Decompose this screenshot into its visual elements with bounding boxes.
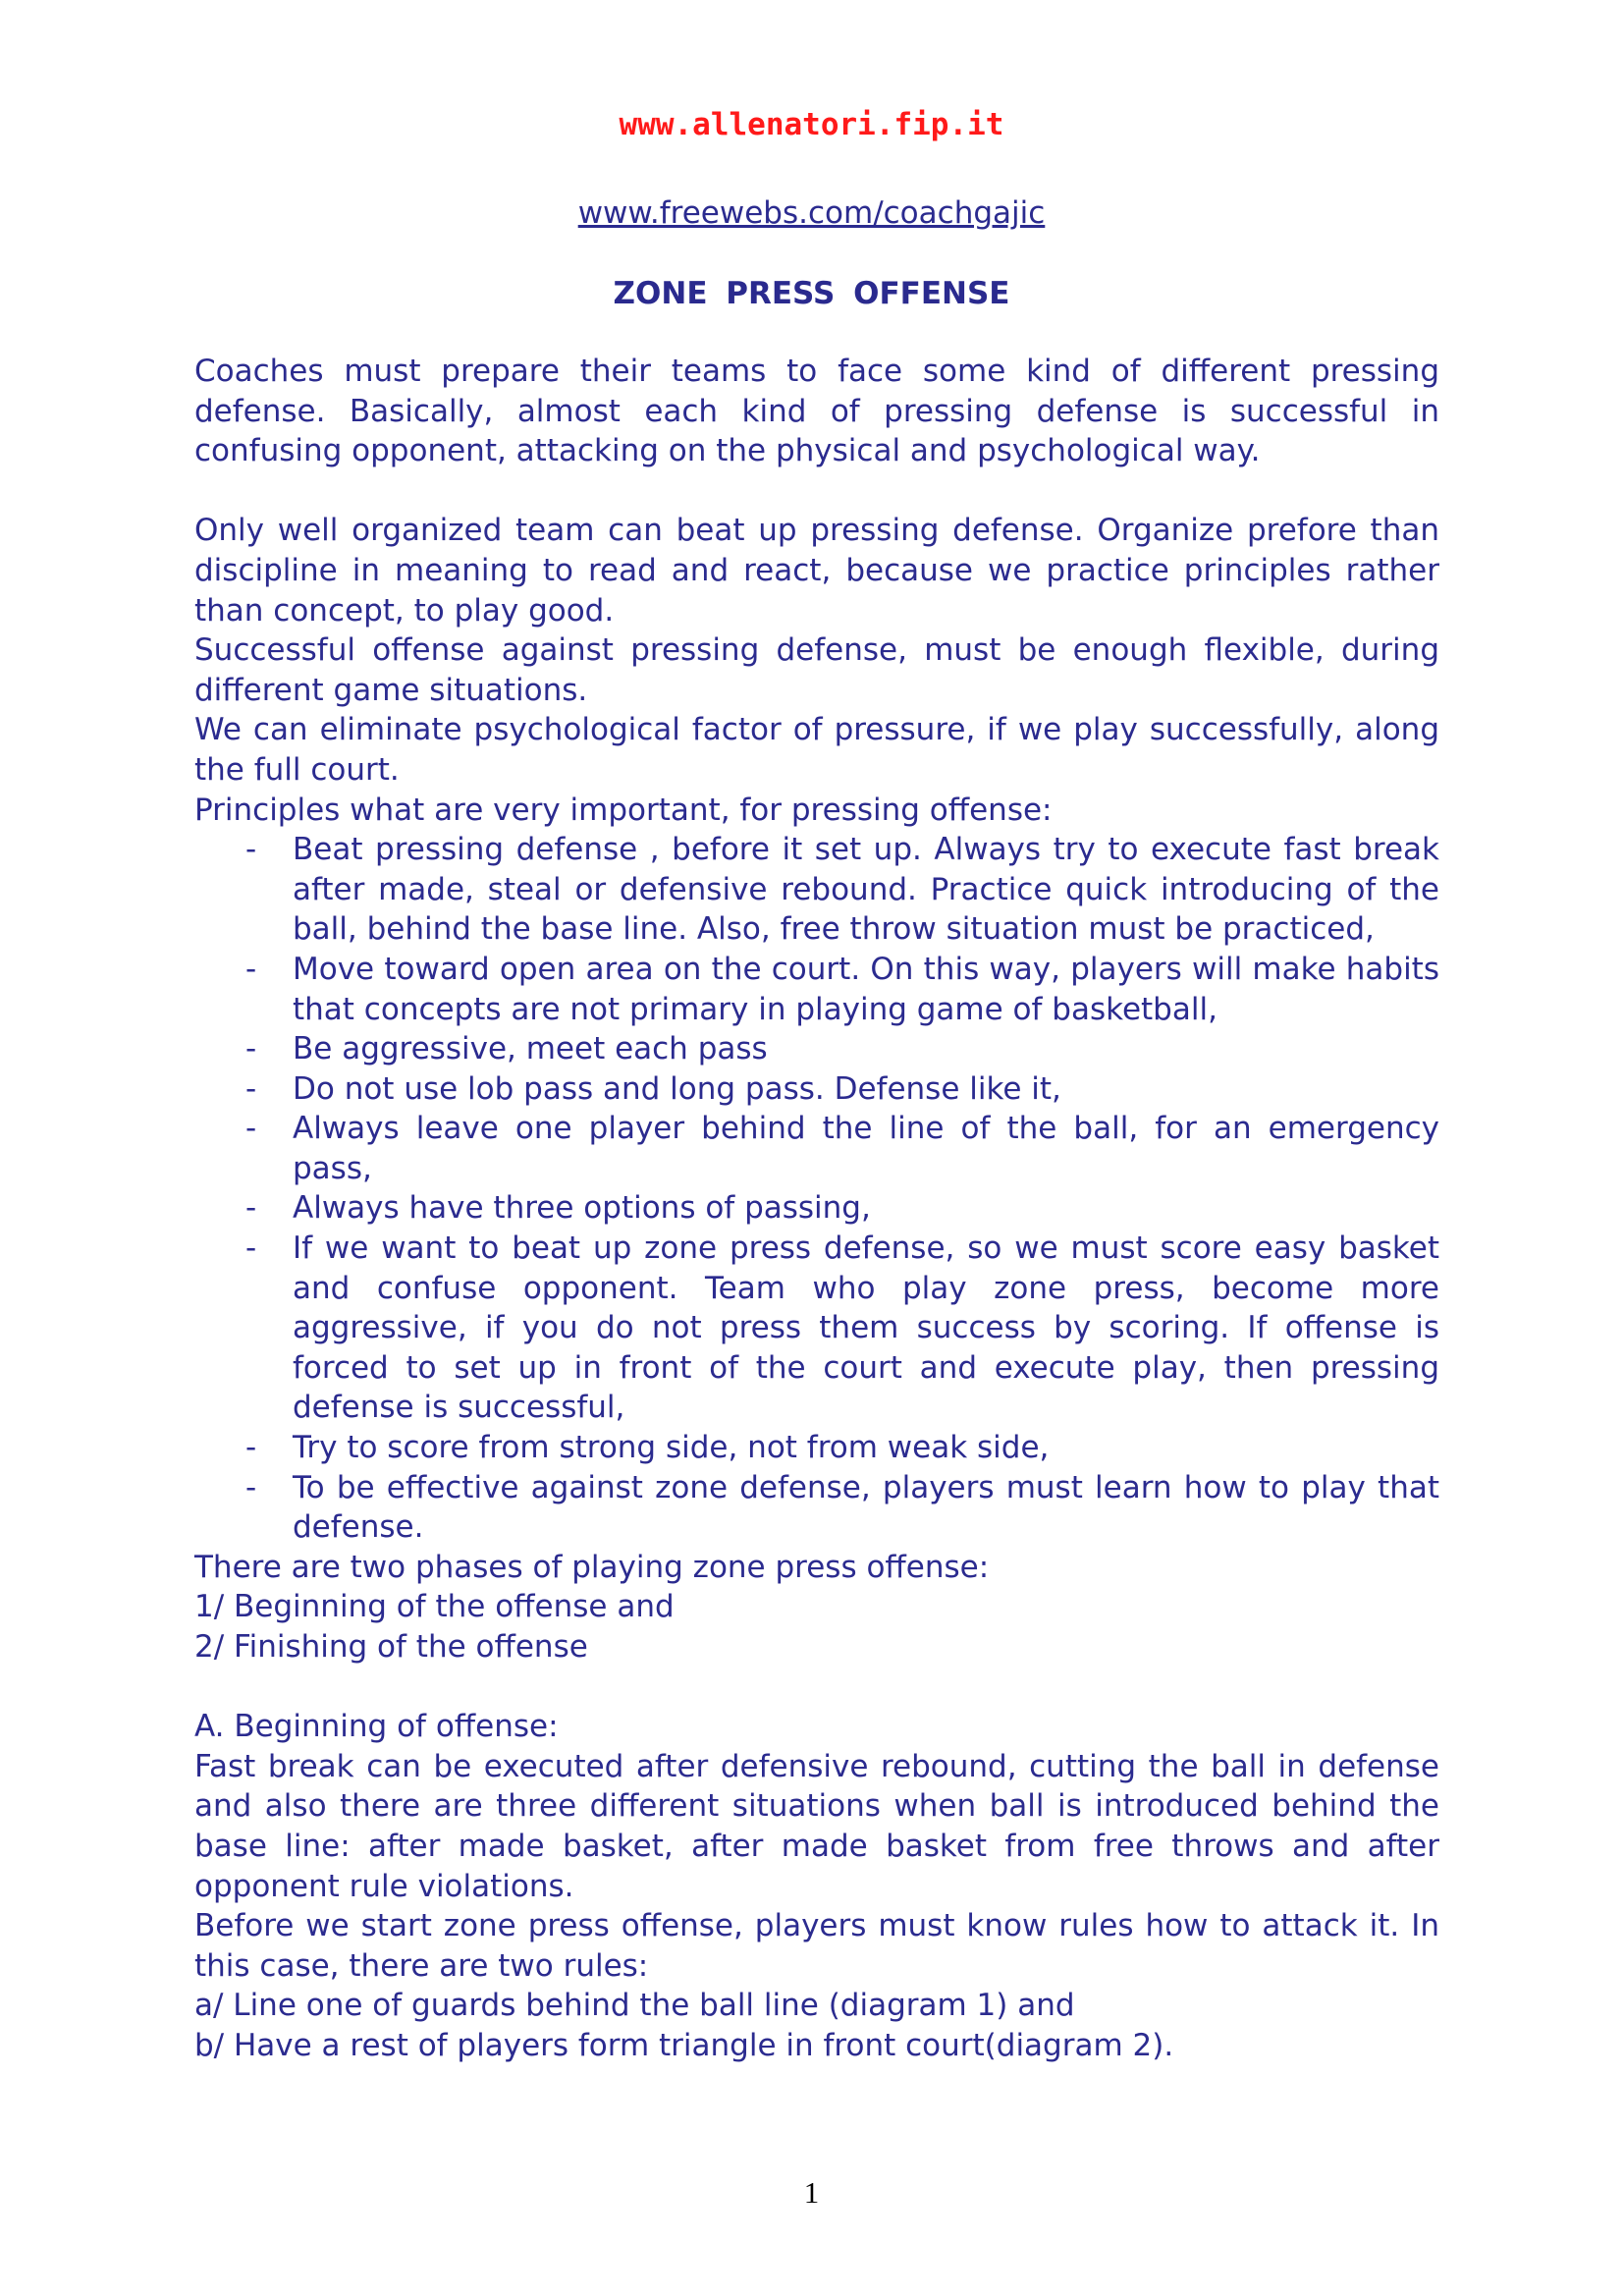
website-link[interactable]: www.freewebs.com/coachgajic — [577, 195, 1046, 231]
list-item-text: Always leave one player behind the line of the ball, for an emergency pass, — [293, 1111, 1439, 1186]
section-a-paragraph-1: Fast break can be executed after defensive rebound, cutting the ball in defense and also there are three different situations when ball is introduced behind the base line: after made basket, after made basket from free throws and after opponent rule violations. — [194, 1748, 1439, 1904]
page-number: 1 — [803, 2175, 820, 2210]
list-item — [194, 1188, 1439, 1229]
intro-paragraph-4: We can eliminate psychological factor of pressure, if we play successfully, along the full court. — [194, 712, 1439, 788]
section-a-heading: A. Beginning of offense: — [194, 1709, 559, 1745]
paragraph-gap — [194, 471, 1439, 512]
bullet-dash: - — [245, 1031, 257, 1067]
bullet-dash: - — [245, 832, 257, 868]
website-link-line — [0, 194, 1623, 232]
list-item — [194, 1468, 1439, 1548]
list-item — [194, 1109, 1439, 1188]
intro-paragraph-2: Only well organized team can beat up pressing defense. Organize prefore than discipline in meaning to read and react, because we practice principles rather than concept, to play good. — [194, 513, 1439, 629]
bullet-dash: - — [245, 951, 257, 987]
list-item — [194, 1069, 1439, 1110]
intro-paragraph-1: Coaches must prepare their teams to face some kind of different pressing defense. Basically, almost each kind of pressing defense is successful in confusing opponent, attacking on the physical and psychological way. — [194, 354, 1439, 469]
list-item-text: Be aggressive, meet each pass — [293, 1031, 768, 1067]
paragraph-gap — [194, 1667, 1439, 1708]
rule-b: b/ Have a rest of players form triangle in front court(diagram 2). — [194, 2027, 1174, 2063]
bullet-dash: - — [245, 1070, 257, 1107]
list-item-text: Beat pressing defense , before it set up. Always try to execute fast break after made, steal or defensive rebound. Practice quick introducing of the ball, behind the base line. Also, free throw situation must be practiced, — [293, 832, 1439, 948]
list-item-text: Move toward open area on the court. On this way, players will make habits that concepts are not primary in playing game of basketball, — [293, 951, 1439, 1027]
principles-intro: Principles what are very important, for pressing offense: — [194, 792, 1053, 828]
rule-a: a/ Line one of guards behind the ball line (diagram 1) and — [194, 1988, 1075, 2024]
list-item-text: If we want to beat up zone press defense, so we must score easy basket and confuse opponent. Team who play zone press, become more aggressive, if you do not press them success by scoring. If offense is forced to set up in front of the court and execute play, then pressing defense is successful, — [293, 1230, 1439, 1426]
bullet-dash: - — [245, 1111, 257, 1147]
document-body — [194, 352, 1439, 2066]
phase-one: 1/ Beginning of the offense and — [194, 1589, 675, 1625]
list-item-text: To be effective against zone defense, players must learn how to play that defense. — [293, 1469, 1439, 1546]
list-item — [194, 950, 1439, 1029]
list-item — [194, 1029, 1439, 1069]
bullet-dash: - — [245, 1469, 257, 1505]
list-item — [194, 1428, 1439, 1468]
bullet-dash: - — [245, 1190, 257, 1227]
list-item-text: Do not use lob pass and long pass. Defense like it, — [293, 1070, 1061, 1107]
phase-two: 2/ Finishing of the offense — [194, 1629, 588, 1665]
principles-list — [194, 830, 1439, 1548]
list-item-text: Always have three options of passing, — [293, 1190, 871, 1227]
section-a-paragraph-2: Before we start zone press offense, players must know rules how to attack it. In this case, there are two rules: — [194, 1908, 1439, 1984]
bullet-dash: - — [245, 1230, 257, 1267]
list-item — [194, 1229, 1439, 1428]
bullet-dash: - — [245, 1430, 257, 1466]
intro-paragraph-3: Successful offense against pressing defense, must be enough flexible, during different game situations. — [194, 632, 1439, 708]
list-item — [194, 830, 1439, 950]
page-title: ZONE PRESS OFFENSE — [613, 276, 1010, 311]
phases-intro: There are two phases of playing zone press offense: — [194, 1549, 990, 1585]
site-url-heading: www.allenatori.fip.it — [619, 107, 1004, 142]
list-item-text: Try to score from strong side, not from weak side, — [293, 1430, 1050, 1466]
